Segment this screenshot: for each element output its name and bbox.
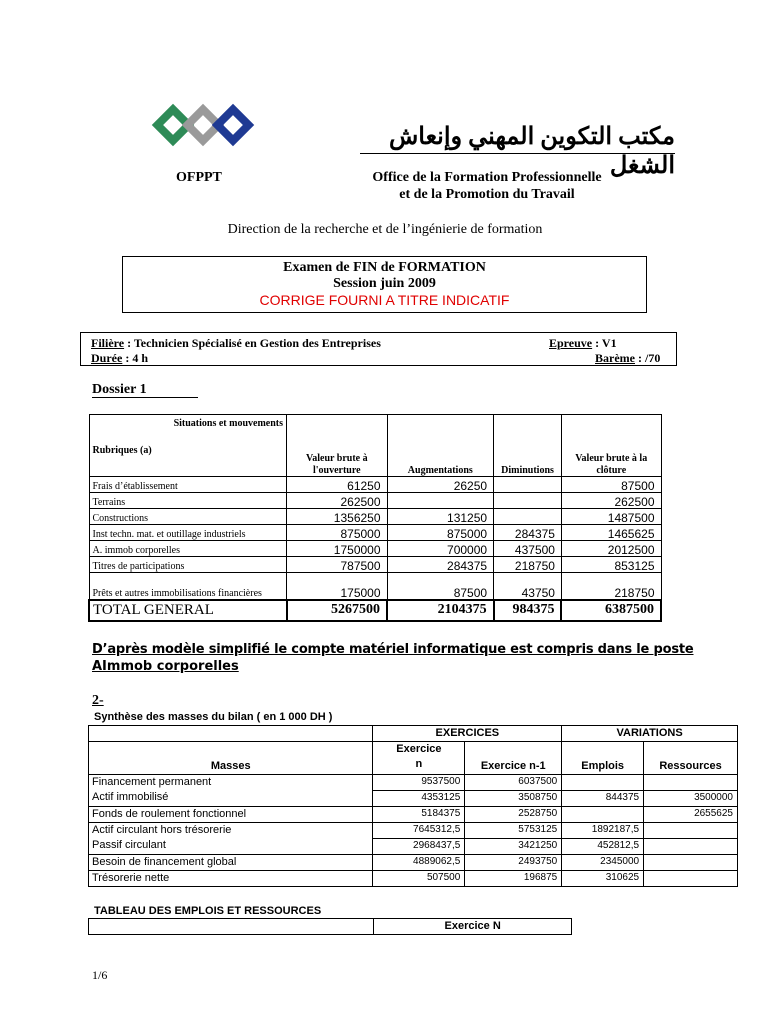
filiere-value: : Technicien Spécialisé en Gestion des Entreprises (124, 336, 381, 350)
corrige-notice: CORRIGE FOURNI A TITRE INDICATIF (259, 292, 510, 308)
exam-title: Examen de FIN de FORMATION (283, 260, 486, 275)
cell-value: 61250 (287, 477, 387, 493)
synthese-title: Synthèse des masses du bilan ( en 1 000 DH ) (94, 711, 333, 723)
row-label: Trésorerie nette (89, 870, 373, 886)
row-label: Fonds de roulement fonctionnel (89, 806, 373, 822)
cell-value (644, 870, 738, 886)
exam-box (122, 256, 647, 313)
total-value: 984375 (494, 600, 562, 621)
bareme-line (595, 351, 660, 366)
info-box (80, 332, 677, 366)
cell-value: 437500 (494, 541, 562, 557)
cell-value (562, 774, 644, 790)
bareme-label: Barème (595, 351, 635, 365)
cell-value: 7645312,5 (373, 822, 465, 838)
rubriques-header: Rubriques (a) (92, 445, 152, 456)
cell-value: 26250 (387, 477, 494, 493)
row-label: Constructions (89, 509, 287, 525)
row-label: A. immob corporelles (89, 541, 287, 557)
cell-value: 6037500 (465, 774, 562, 790)
table-row (89, 774, 738, 790)
cell-value: 9537500 (373, 774, 465, 790)
table-row (89, 557, 661, 573)
blank-header-cell (89, 726, 373, 742)
cell-value (494, 477, 562, 493)
synthese-table (88, 725, 738, 887)
dossier-title-underline (92, 397, 198, 398)
cell-value: 2968437,5 (373, 838, 465, 854)
cell-value (644, 854, 738, 870)
filiere-label: Filière (91, 336, 125, 350)
epreuve-label: Epreuve (549, 336, 593, 350)
cell-value: 218750 (561, 573, 661, 600)
cell-value: 2655625 (644, 806, 738, 822)
org-short-name: OFPPT (176, 170, 222, 185)
cell-value: 131250 (387, 509, 494, 525)
cell-value: 1356250 (287, 509, 387, 525)
ofppt-logo (150, 100, 255, 150)
exam-session: Session juin 2009 (333, 276, 436, 291)
cell-value: 1892187,5 (562, 822, 644, 838)
cell-value: 87500 (561, 477, 661, 493)
tableau-emplois-table (88, 918, 572, 935)
dossier-title: Dossier 1 (92, 382, 147, 397)
rubriques-header-cell (89, 415, 287, 477)
table-row (89, 509, 661, 525)
cell-value: 787500 (287, 557, 387, 573)
filiere-line (91, 336, 381, 351)
tableau-header-row (89, 919, 572, 935)
cell-value (644, 838, 738, 854)
cell-value: 875000 (287, 525, 387, 541)
cell-value: 3421250 (465, 838, 562, 854)
bareme-value: : /70 (634, 351, 661, 365)
cell-value: 4889062,5 (373, 854, 465, 870)
exercice-n-col-header: Exercice N (374, 919, 572, 935)
row-label: Titres de participations (89, 557, 287, 573)
page-number: 1/6 (92, 968, 108, 982)
immobilisations-table (88, 414, 662, 622)
section-2-title: 2- (92, 693, 104, 708)
cell-value: 3508750 (465, 790, 562, 806)
cell-value (562, 806, 644, 822)
cell-value: 284375 (387, 557, 494, 573)
table-row (89, 854, 738, 870)
cell-value: 875000 (387, 525, 494, 541)
cell-value: 262500 (561, 493, 661, 509)
table1-header-row (89, 415, 661, 477)
col-header-diminutions: Diminutions (494, 415, 562, 477)
cell-value: 844375 (562, 790, 644, 806)
cell-value: 1750000 (287, 541, 387, 557)
table-row (89, 822, 738, 838)
emplois-header: Emplois (562, 742, 644, 775)
table-row (89, 573, 661, 600)
cell-value: 87500 (387, 573, 494, 600)
table-row (89, 806, 738, 822)
arabic-title: مكتب التكوين المهني وإنعاش الشغل (388, 124, 675, 179)
cell-value: 5184375 (373, 806, 465, 822)
exercice-n-letter: n (415, 757, 423, 770)
row-label: Passif circulant (89, 838, 373, 854)
table2-header-row2 (89, 742, 738, 775)
cell-value (387, 493, 494, 509)
total-value: 6387500 (561, 600, 661, 621)
cell-value: 175000 (287, 573, 387, 600)
col-header-cloture: Valeur brute à la clôture (561, 415, 661, 477)
table-row (89, 541, 661, 557)
table-row (89, 790, 738, 806)
epreuve-value: : V1 (592, 336, 617, 350)
exercice-n-word: Exercice (396, 743, 442, 755)
cell-value: 700000 (387, 541, 494, 557)
exercice-n-header (373, 742, 465, 775)
total-row (89, 600, 661, 621)
table-row (89, 838, 738, 854)
table-row (89, 870, 738, 886)
duree-label: Durée (91, 351, 123, 365)
cell-value: 218750 (494, 557, 562, 573)
col-header-ouverture: Valeur brute à l'ouverture (287, 415, 387, 477)
table-row (89, 493, 661, 509)
table2-header-row1 (89, 726, 738, 742)
row-label: Inst techn. mat. et outillage industriels (89, 525, 287, 541)
table-row (89, 525, 661, 541)
total-value: 2104375 (387, 600, 494, 621)
org-name-line2: et de la Promotion du Travail (399, 187, 575, 202)
blank-header-cell (89, 919, 374, 935)
cell-value: 853125 (561, 557, 661, 573)
arabic-title-underline (360, 153, 675, 154)
direction-line: Direction de la recherche et de l’ingénierie de formation (227, 222, 543, 237)
row-label: Terrains (89, 493, 287, 509)
cell-value: 310625 (562, 870, 644, 886)
org-name-line1: Office de la Formation Professionnelle (372, 170, 602, 185)
logo-blue-link (212, 104, 254, 146)
cell-value: 507500 (373, 870, 465, 886)
cell-value: 262500 (287, 493, 387, 509)
cell-value: 1465625 (561, 525, 661, 541)
row-label: Actif immobilisé (89, 790, 373, 806)
row-label: Frais d’établissement (89, 477, 287, 493)
cell-value: 2345000 (562, 854, 644, 870)
table-row (89, 477, 661, 493)
situations-header: Situations et mouvements (173, 418, 284, 429)
note-line1: D’après modèle simplifié le compte matériel informatique est compris dans le poste (92, 642, 694, 657)
cell-value: 1487500 (561, 509, 661, 525)
note-line2: AImmob corporelles (92, 659, 239, 674)
cell-value (494, 493, 562, 509)
cell-value: 2528750 (465, 806, 562, 822)
cell-value: 2493750 (465, 854, 562, 870)
ressources-header: Ressources (644, 742, 738, 775)
cell-value: 452812,5 (562, 838, 644, 854)
cell-value: 5753125 (465, 822, 562, 838)
cell-value (644, 774, 738, 790)
duree-line (91, 351, 148, 366)
variations-header: VARIATIONS (562, 726, 738, 742)
epreuve-line (549, 336, 617, 351)
row-label: Actif circulant hors trésorerie (89, 822, 373, 838)
cell-value: 3500000 (644, 790, 738, 806)
exercice-n-1-header: Exercice n-1 (465, 742, 562, 775)
masses-header: Masses (89, 742, 373, 775)
cell-value (494, 509, 562, 525)
cell-value (644, 822, 738, 838)
cell-value: 196875 (465, 870, 562, 886)
row-label: Prêts et autres immobilisations financières (89, 573, 287, 600)
cell-value: 43750 (494, 573, 562, 600)
cell-value: 284375 (494, 525, 562, 541)
col-header-augmentations: Augmentations (387, 415, 494, 477)
total-label: TOTAL GENERAL (89, 600, 287, 621)
cell-value: 4353125 (373, 790, 465, 806)
tableau-emplois-ressources-title: TABLEAU DES EMPLOIS ET RESSOURCES (94, 905, 322, 917)
row-label: Financement permanent (89, 774, 373, 790)
cell-value: 2012500 (561, 541, 661, 557)
duree-value: : 4 h (122, 351, 148, 365)
row-label: Besoin de financement global (89, 854, 373, 870)
exercices-header: EXERCICES (373, 726, 562, 742)
total-value: 5267500 (287, 600, 387, 621)
